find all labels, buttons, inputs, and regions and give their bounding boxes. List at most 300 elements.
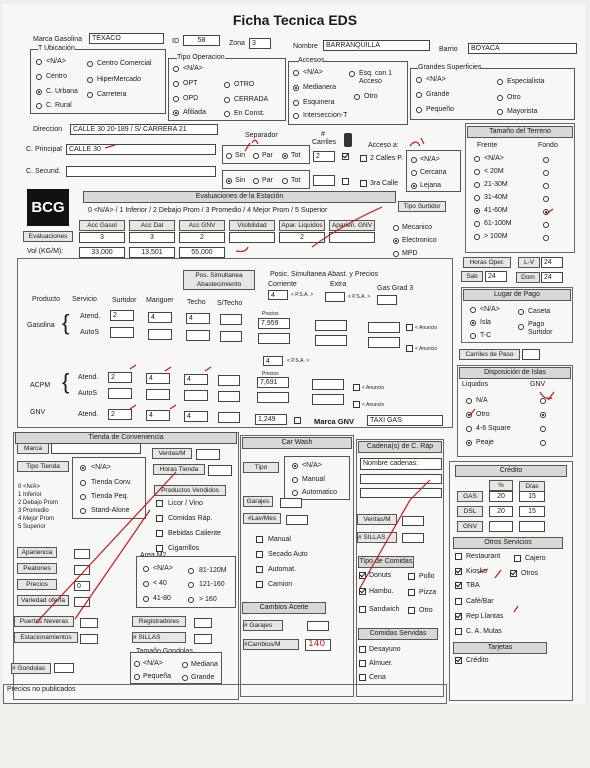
- desayuno-check[interactable]: [359, 646, 366, 653]
- comida-opt: Pizza: [419, 589, 437, 596]
- cafe-check[interactable]: [455, 598, 462, 605]
- tarjeta-credito-label: Crédito: [466, 657, 489, 664]
- gasolina-surtidor-field[interactable]: 2: [110, 310, 134, 321]
- islas-title: Disposición de Islas: [459, 367, 571, 379]
- credito-dias-field[interactable]: 15: [519, 506, 545, 517]
- direccion-field[interactable]: CALLE 30 20-189 / S/ CARRERA 21: [70, 124, 218, 135]
- ubicacion-title: T Ubicación: [38, 45, 75, 52]
- pago-opt: Isla: [480, 319, 491, 326]
- acpm-anuncio-check[interactable]: [353, 384, 360, 391]
- eval-col-header: Acc Dal: [129, 220, 175, 231]
- operacion-opd-radio[interactable]: [173, 96, 179, 102]
- extra-precio2-field[interactable]: [315, 335, 347, 346]
- otros-check[interactable]: [510, 570, 517, 577]
- credito-pct-label: %: [489, 480, 513, 491]
- surtidor-electronico-radio[interactable]: [393, 238, 399, 244]
- eval-value-field[interactable]: 2: [279, 232, 325, 243]
- psa-label: < P.S.A. >: [291, 292, 314, 298]
- anuncio-check[interactable]: [406, 324, 413, 331]
- registradores-label: Registradores: [132, 616, 186, 627]
- operacion-na-radio[interactable]: [173, 66, 179, 72]
- kiosko-check[interactable]: [455, 568, 462, 575]
- tienda-ventas-field[interactable]: [196, 449, 220, 460]
- superficies-pequeno-radio[interactable]: [416, 107, 422, 113]
- grad-precio2-field[interactable]: [368, 337, 400, 348]
- extra-pos-field[interactable]: [325, 292, 345, 302]
- tamano-pequena-radio[interactable]: [134, 674, 140, 680]
- acpm-pos-field[interactable]: 4: [263, 356, 283, 366]
- separador2-sin-radio[interactable]: [226, 178, 232, 184]
- cam-mes-field[interactable]: 140: [305, 639, 331, 651]
- carwash-manual-radio[interactable]: [292, 477, 298, 483]
- superficies-na-radio[interactable]: [416, 77, 422, 83]
- carwash-auto-radio[interactable]: [292, 490, 298, 496]
- lv-field[interactable]: 24: [541, 257, 563, 268]
- gnv-techo-field[interactable]: 4: [184, 411, 208, 422]
- apariencia-field[interactable]: [74, 549, 90, 559]
- tercera-calle-label: 3ra Calle: [370, 180, 399, 187]
- area-na-radio[interactable]: [143, 566, 149, 572]
- superficies-opt: Mayorista: [507, 108, 538, 115]
- credito-pct-field[interactable]: 20: [489, 506, 513, 517]
- gasolina-autos-manguer[interactable]: [148, 329, 172, 340]
- accesos-opt: Otro: [364, 93, 378, 100]
- acpm-manguer-field[interactable]: 4: [146, 373, 170, 384]
- marca-gnv-field[interactable]: TAXI GAS: [367, 415, 443, 426]
- islas-gnv-radio[interactable]: [540, 412, 546, 418]
- carriles-paso-field[interactable]: [522, 349, 540, 360]
- terreno-frente-radio[interactable]: [474, 195, 480, 201]
- terreno-frente-radio[interactable]: [474, 234, 480, 240]
- eval-value-field[interactable]: 3: [129, 232, 175, 243]
- tipo-operacion-title: Tipo Operacion: [177, 54, 225, 61]
- pago-tc-radio[interactable]: [470, 333, 476, 339]
- tienda-scale-item: 0 <N/A>: [18, 484, 41, 490]
- comidas-check[interactable]: [156, 515, 163, 522]
- puertas-field[interactable]: [80, 618, 98, 628]
- carwash-na-radio[interactable]: [292, 463, 298, 469]
- lav-label: #Lav/Mes: [243, 513, 281, 524]
- terreno-fondo-radio[interactable]: [543, 196, 549, 202]
- acpm-autos-stecho[interactable]: [218, 391, 240, 402]
- col-servicio: Servicio: [72, 296, 97, 303]
- grad-precio-field[interactable]: [368, 322, 400, 333]
- surtidor-mecanico-radio[interactable]: [393, 225, 399, 231]
- separador-opt: Par: [262, 152, 273, 159]
- tercera-calle-check[interactable]: [360, 180, 367, 187]
- ubicacion-cc-radio[interactable]: [87, 61, 93, 67]
- dom-label: Dom: [516, 272, 540, 283]
- accesos-esquinera-radio[interactable]: [293, 100, 299, 106]
- operacion-opt: OPT: [183, 80, 198, 87]
- tienda-peq-radio[interactable]: [80, 494, 86, 500]
- pv-opt: Bebidas Caliente: [168, 530, 221, 537]
- area-opt: < 40: [153, 580, 167, 587]
- apariencia-label: Apariencia: [17, 547, 57, 558]
- acpm-extra-field[interactable]: [312, 379, 344, 390]
- accesos-medianera-radio[interactable]: [293, 85, 299, 91]
- anuncio-label: < Anuncio: [362, 385, 385, 391]
- pago-isla-radio[interactable]: [470, 320, 476, 326]
- garajes-field[interactable]: [280, 498, 302, 508]
- gasolina-precio-field[interactable]: 7,959: [258, 318, 290, 329]
- pago-opt: T-C: [480, 332, 492, 339]
- separador-par-radio[interactable]: [253, 153, 259, 159]
- gasolina-manguer-field[interactable]: 4: [148, 312, 172, 323]
- area-81-radio[interactable]: [188, 568, 194, 574]
- operacion-opt-radio[interactable]: [173, 81, 179, 87]
- ubicacion-opt: <N/A>: [46, 58, 66, 65]
- productos-vendidos-label: Productos Vendidos: [154, 485, 226, 496]
- cena-check[interactable]: [359, 674, 366, 681]
- acpm-label: ACPM: [30, 382, 51, 389]
- otros-opt: Restaurant: [466, 553, 501, 560]
- gasolina-autos-stecho[interactable]: [220, 331, 242, 342]
- otro-comida-check[interactable]: [408, 607, 415, 614]
- accesos-opt: Esq. con 1 Acceso: [359, 70, 393, 85]
- acceso-na-radio[interactable]: [411, 157, 417, 163]
- comida-opt: Otro: [419, 607, 433, 614]
- terreno-fondo-radio[interactable]: [543, 157, 549, 163]
- cw-camion-check[interactable]: [256, 581, 263, 588]
- acpm-autos-manguer[interactable]: [146, 389, 170, 400]
- cadena-ventas-label: Ventas/M: [357, 514, 397, 525]
- id-field[interactable]: 58: [183, 35, 220, 46]
- acpm-precio-field[interactable]: 7,691: [257, 377, 289, 388]
- cadena-nombre3[interactable]: [360, 488, 442, 498]
- servida-opt: Almuer.: [369, 660, 393, 667]
- islas-liquidos-radio[interactable]: [466, 412, 472, 418]
- calle-principal-field[interactable]: CALLE 30: [66, 144, 216, 155]
- otros-opt: Rep Llantas: [466, 613, 504, 620]
- marca-gasolina-field[interactable]: TEXACO: [89, 33, 164, 44]
- peatones-field[interactable]: [74, 565, 90, 575]
- islas-liquidos-radio[interactable]: [466, 440, 472, 446]
- cadena-nombre2[interactable]: [360, 474, 442, 484]
- islas-liquidos-radio[interactable]: [466, 398, 472, 404]
- pago-surtidor-radio[interactable]: [518, 324, 524, 330]
- eval-col-header: Acc GNV: [179, 220, 225, 231]
- precios-label: Precios: [262, 311, 279, 317]
- eval-value-field[interactable]: [329, 232, 375, 243]
- sab-label: Sab: [461, 271, 483, 282]
- lav-field[interactable]: [286, 515, 308, 525]
- separador-sin-radio[interactable]: [226, 153, 232, 159]
- zona-field[interactable]: 3: [249, 38, 271, 49]
- otros-opt: Cajero: [525, 555, 546, 562]
- gasolina-autos-techo[interactable]: [186, 330, 210, 341]
- tienda-marca-field[interactable]: [51, 443, 141, 454]
- sandwich-check[interactable]: [359, 606, 366, 613]
- anuncio2-check[interactable]: [406, 345, 413, 352]
- gnv-manguer-field[interactable]: 4: [146, 410, 170, 421]
- carriles-field[interactable]: 2: [313, 151, 335, 162]
- barrio-label: Barrio: [439, 46, 458, 53]
- gnv-label: GNV: [30, 409, 46, 416]
- ubicacion-hiper-radio[interactable]: [87, 77, 93, 83]
- cigarrillos-check[interactable]: [156, 545, 163, 552]
- acpm-precio2-field[interactable]: [257, 392, 289, 403]
- area-opt: 81-120M: [199, 567, 227, 574]
- precios-field[interactable]: 0: [74, 581, 90, 591]
- evaluaciones-row-label: Evaluaciones: [23, 231, 73, 242]
- separador-tot-radio[interactable]: [282, 153, 288, 159]
- acceso-lejana-radio[interactable]: [411, 183, 417, 189]
- dom-field[interactable]: 24: [541, 272, 563, 283]
- gnv-surtidor-field[interactable]: 2: [108, 409, 132, 420]
- credito-title: Crédito: [455, 465, 567, 477]
- col-surtidor: Surtidor: [112, 297, 137, 304]
- area-160-radio[interactable]: [188, 597, 194, 603]
- comida-opt: Donuts: [369, 572, 392, 579]
- terreno-frente-radio[interactable]: [474, 208, 480, 214]
- superficies-title: Grandes Superficies: [418, 64, 482, 71]
- tienda-conv-radio[interactable]: [80, 480, 86, 486]
- operacion-opt: En Const.: [234, 110, 265, 117]
- accesos-opt: Medianera: [303, 84, 337, 91]
- gnv-stecho-field[interactable]: [218, 412, 240, 423]
- tienda-tipo-opt: Stand-Alone: [91, 507, 130, 514]
- acpm-autos-surtidor[interactable]: [108, 388, 132, 399]
- tienda-scale-item: 5 Superior: [18, 524, 46, 530]
- grad-pos-field[interactable]: [377, 295, 397, 305]
- marca-gasolina-label: Marca Gasolina: [33, 36, 83, 43]
- separador2-par-radio[interactable]: [253, 178, 259, 184]
- autos-label: AutoS: [80, 329, 100, 336]
- mulas-check[interactable]: [455, 628, 462, 635]
- cadena-sillas-field[interactable]: [402, 533, 424, 543]
- gasolina-precio2-field[interactable]: [258, 333, 290, 344]
- tienda-horas-label: Horas Tienda: [153, 464, 205, 475]
- acpm-anuncio2-check[interactable]: [353, 401, 360, 408]
- gasolina-techo-field[interactable]: 4: [186, 313, 210, 324]
- gondolas-field[interactable]: [54, 663, 74, 673]
- tipo-surtidor-button[interactable]: Tipo Surtidor: [398, 201, 446, 212]
- comida-opt: Sandwich: [369, 606, 400, 613]
- cw-check-label: Secado Auto: [268, 551, 308, 558]
- tba-check[interactable]: [455, 582, 462, 589]
- ubicacion-rural-radio[interactable]: [36, 103, 42, 109]
- acceso-opt: Lejana: [420, 182, 442, 189]
- islas-gnv-radio[interactable]: [540, 426, 546, 432]
- anuncio-label: < Anuncio: [415, 346, 438, 352]
- cadena-nombre-field[interactable]: Nombre cadenas:: [360, 458, 442, 470]
- islas-opt: N/A: [476, 397, 488, 404]
- licor-check[interactable]: [156, 500, 163, 507]
- separador2-tot-radio[interactable]: [282, 178, 288, 184]
- islas-gnv-radio[interactable]: [540, 398, 546, 404]
- ubicacion-opt: C. Rural: [46, 102, 72, 109]
- operacion-cerrada-radio[interactable]: [224, 97, 230, 103]
- acceso-a-label: Acceso a:: [368, 142, 399, 149]
- ubicacion-na-radio[interactable]: [36, 59, 42, 65]
- vol-field[interactable]: 33,000: [79, 247, 125, 258]
- area-121-radio[interactable]: [188, 582, 194, 588]
- cam-mes-label: #Cambios/M: [243, 639, 299, 650]
- carriles-paso-label: Carriles de Paso: [459, 349, 520, 360]
- separador-opt: Sin: [235, 152, 246, 159]
- gasolina-autos-surtidor[interactable]: [110, 327, 134, 338]
- terreno-opt: 61-100M: [484, 220, 512, 227]
- pago-caseta-radio[interactable]: [518, 309, 524, 315]
- operacion-construccion-radio[interactable]: [224, 111, 230, 117]
- tarjeta-credito-check[interactable]: [455, 657, 462, 664]
- pos-simultanea-label: Pos. Simultanea Abastecimiento: [183, 270, 255, 290]
- ubicacion-opt: Centro: [46, 73, 68, 80]
- pago-na-radio[interactable]: [470, 307, 476, 313]
- gasolina-stecho-field[interactable]: [220, 314, 242, 325]
- tienda-na-radio[interactable]: [80, 465, 86, 471]
- acceso-opt: <N/A>: [420, 156, 440, 163]
- garajes-label: Garajes: [243, 496, 273, 507]
- barrio-field[interactable]: BOYACA: [468, 43, 577, 54]
- sillas-field[interactable]: [194, 634, 212, 644]
- islas-opt: 4-6 Square: [476, 425, 511, 432]
- ubicacion-opt: HiperMercado: [97, 76, 141, 83]
- superficies-otro-radio[interactable]: [497, 95, 503, 101]
- terreno-frente-radio[interactable]: [474, 221, 480, 227]
- atend-label: Atend.: [78, 411, 99, 418]
- acpm-stecho-field[interactable]: [218, 375, 240, 386]
- tamano-na-radio[interactable]: [134, 661, 140, 667]
- psa-label: < P.S.A. >: [348, 294, 371, 300]
- terreno-frente-radio[interactable]: [474, 169, 480, 175]
- sab-field[interactable]: 24: [485, 271, 507, 282]
- acceso-cercana-radio[interactable]: [411, 170, 417, 176]
- tienda-horas-field[interactable]: [208, 465, 232, 476]
- superficies-grande-radio[interactable]: [416, 92, 422, 98]
- area-opt: 41-80: [153, 595, 171, 602]
- almuerzo-check[interactable]: [359, 660, 366, 667]
- cadena-title: Cadena(s) de C. Ráp: [358, 441, 442, 453]
- acpm-techo-field[interactable]: 4: [184, 374, 208, 385]
- terreno-fondo-radio[interactable]: [543, 183, 549, 189]
- hambu-check[interactable]: [359, 588, 366, 595]
- tamano-grande-radio[interactable]: [182, 675, 188, 681]
- gnv-anuncio-check[interactable]: [294, 417, 301, 424]
- llantas-check[interactable]: [455, 613, 462, 620]
- operacion-otro-radio[interactable]: [224, 82, 230, 88]
- precios-label: Precios: [17, 579, 57, 590]
- restaurant-check[interactable]: [455, 553, 462, 560]
- eval-col-header: Apar. Liquidos: [279, 220, 325, 231]
- terreno-fondo-radio[interactable]: [543, 222, 549, 228]
- tipo-comidas-title: Tipo de Comidas: [358, 556, 414, 568]
- credito-dias-field[interactable]: [519, 521, 545, 532]
- vol-field[interactable]: 55,000: [179, 247, 225, 258]
- acpm-surtidor-field[interactable]: 2: [108, 372, 132, 383]
- ubicacion-carretera-radio[interactable]: [87, 92, 93, 98]
- cw-manual-check[interactable]: [256, 536, 263, 543]
- accesos-otro-radio[interactable]: [354, 94, 360, 100]
- superficies-opt: Pequeño: [426, 106, 455, 113]
- operacion-afiliada-radio[interactable]: [173, 110, 179, 116]
- terreno-fondo-label: Fondo: [538, 142, 558, 149]
- atend-label: Atend.: [80, 313, 101, 320]
- cw-automat-check[interactable]: [256, 566, 263, 573]
- cadena-ventas-field[interactable]: [402, 516, 424, 526]
- superficies-mayorista-radio[interactable]: [497, 109, 503, 115]
- bebidas-check[interactable]: [156, 530, 163, 537]
- cw-secado-check[interactable]: [256, 551, 263, 558]
- gondolas-label: # Gondolas: [11, 663, 51, 674]
- col-techo: Techo: [187, 299, 206, 306]
- credito-dias-field[interactable]: 15: [519, 491, 545, 502]
- extra-precio-field[interactable]: [315, 320, 347, 331]
- carriles2-field[interactable]: [313, 175, 335, 186]
- carriles2-check[interactable]: [342, 178, 349, 185]
- eval-col-header: Aparien. GNV: [329, 220, 375, 231]
- tienda-stand-radio[interactable]: [80, 508, 86, 514]
- area-41-radio[interactable]: [143, 596, 149, 602]
- ubicacion-opt: Centro Comercial: [97, 60, 152, 67]
- accesos-na-radio[interactable]: [293, 70, 299, 76]
- gnv-precio-field[interactable]: 1,249: [255, 414, 287, 425]
- islas-gnv-radio[interactable]: [540, 440, 546, 446]
- cajero-check[interactable]: [514, 555, 521, 562]
- islas-liquidos-radio[interactable]: [466, 426, 472, 432]
- ubicacion-urbana-radio[interactable]: [36, 89, 42, 95]
- credito-pct-field[interactable]: [489, 521, 513, 532]
- terreno-frente-radio[interactable]: [474, 182, 480, 188]
- credito-row-label: GAS: [457, 491, 483, 502]
- area-40-radio[interactable]: [143, 581, 149, 587]
- calle-secundaria-field[interactable]: [66, 166, 216, 177]
- tamano-label: Tamaño Gondolas: [136, 648, 193, 655]
- terreno-fondo-radio[interactable]: [543, 235, 549, 241]
- superficies-especialista-radio[interactable]: [497, 79, 503, 85]
- ubicacion-centro-radio[interactable]: [36, 74, 42, 80]
- eval-value-field[interactable]: 3: [79, 232, 125, 243]
- terreno-fondo-radio[interactable]: [543, 209, 549, 215]
- acpm-autos-techo[interactable]: [184, 390, 208, 401]
- terreno-frente-radio[interactable]: [474, 156, 480, 162]
- dos-calles-label: 2 Calles P.: [370, 155, 403, 162]
- ubicacion-opt: Carretera: [97, 91, 127, 98]
- cambios-aceite-title: Cambios Aceite: [242, 602, 326, 614]
- accesos-esq-radio[interactable]: [349, 71, 355, 77]
- nombre-field[interactable]: BARRANQUILLA: [323, 40, 430, 51]
- gasolina-pos-field[interactable]: 4: [268, 290, 288, 300]
- marca-gnv-label: Marca GNV: [314, 417, 355, 426]
- variedad-field[interactable]: [74, 597, 90, 607]
- donuts-check[interactable]: [359, 572, 366, 579]
- credito-pct-field[interactable]: 20: [489, 491, 513, 502]
- tamano-mediana-radio[interactable]: [182, 662, 188, 668]
- acpm-extra2-field[interactable]: [312, 394, 344, 405]
- peatones-label: Peatones: [17, 563, 57, 574]
- registradores-field[interactable]: [194, 618, 212, 628]
- dos-calles-check[interactable]: [360, 155, 367, 162]
- estacionamientos-field[interactable]: [80, 634, 98, 644]
- calle-secundaria-label: C. Secund.: [26, 168, 61, 175]
- eval-value-field[interactable]: 2: [179, 232, 225, 243]
- accesos-interseccion-radio[interactable]: [293, 113, 299, 119]
- pizza-check[interactable]: [408, 589, 415, 596]
- surtidor-mpd-radio[interactable]: [393, 251, 399, 257]
- anuncio-label: < Anuncio: [415, 325, 438, 331]
- nombre-label: Nombre: [293, 43, 318, 50]
- vol-field[interactable]: 13,501: [129, 247, 175, 258]
- carriles-check[interactable]: [342, 153, 349, 160]
- cam-garajes-field[interactable]: [307, 621, 329, 631]
- area-opt: > 160: [199, 596, 217, 603]
- pollo-check[interactable]: [408, 573, 415, 580]
- terreno-fondo-radio[interactable]: [543, 170, 549, 176]
- sillas-label: # SILLAS: [132, 632, 186, 643]
- eval-value-field[interactable]: [229, 232, 275, 243]
- separador-opt: Tot: [291, 177, 301, 184]
